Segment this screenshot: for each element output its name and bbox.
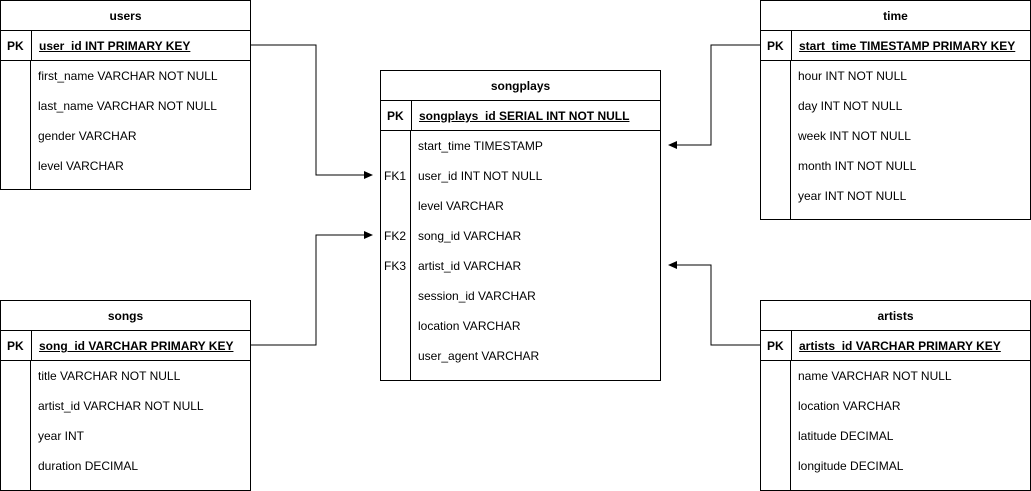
field-row: level VARCHAR <box>418 199 504 213</box>
pk-field: songplays_id SERIAL INT NOT NULL <box>411 101 660 130</box>
field-row: title VARCHAR NOT NULL <box>38 369 181 383</box>
pk-field: start_time TIMESTAMP PRIMARY KEY <box>791 31 1030 60</box>
field-row: year INT <box>38 429 85 443</box>
connector-users-songplays <box>251 45 372 175</box>
pk-field: artists_id VARCHAR PRIMARY KEY <box>791 331 1030 360</box>
entity-title: songplays <box>381 71 660 101</box>
entity-title: users <box>1 1 250 31</box>
field-row: day INT NOT NULL <box>798 99 903 113</box>
field-row: level VARCHAR <box>38 159 124 173</box>
entity-title: time <box>761 1 1030 31</box>
pk-label: PK <box>767 339 784 353</box>
field-row: location VARCHAR <box>798 399 901 413</box>
field-row: artist_id VARCHAR <box>418 259 522 273</box>
field-row: session_id VARCHAR <box>418 289 536 303</box>
connector-time-songplays <box>669 45 760 145</box>
fk-label: FK2 <box>384 229 407 243</box>
fk-label: FK3 <box>384 259 407 273</box>
field-row: month INT NOT NULL <box>798 159 917 173</box>
pk-label: PK <box>387 109 404 123</box>
field-row: user_agent VARCHAR <box>418 349 540 363</box>
field-row: first_name VARCHAR NOT NULL <box>38 69 218 83</box>
field-row: longitude DECIMAL <box>798 459 904 473</box>
pk-field: song_id VARCHAR PRIMARY KEY <box>31 331 250 360</box>
pk-label: PK <box>767 39 784 53</box>
field-row: user_id INT NOT NULL <box>418 169 543 183</box>
pk-field: user_id INT PRIMARY KEY <box>31 31 250 60</box>
field-row: last_name VARCHAR NOT NULL <box>38 99 217 113</box>
field-row: duration DECIMAL <box>38 459 139 473</box>
entity-title: artists <box>761 301 1030 331</box>
pk-label: PK <box>7 39 24 53</box>
field-row: gender VARCHAR <box>38 129 137 143</box>
connector-artists-songplays <box>669 265 760 345</box>
entity-title: songs <box>1 301 250 331</box>
field-row: start_time TIMESTAMP <box>418 139 543 153</box>
field-row: song_id VARCHAR <box>418 229 522 243</box>
field-row: hour INT NOT NULL <box>798 69 907 83</box>
field-row: latitude DECIMAL <box>798 429 894 443</box>
pk-label: PK <box>7 339 24 353</box>
field-row: location VARCHAR <box>418 319 521 333</box>
field-row: year INT NOT NULL <box>798 189 907 203</box>
field-row: artist_id VARCHAR NOT NULL <box>38 399 204 413</box>
field-row: week INT NOT NULL <box>798 129 911 143</box>
fk-label: FK1 <box>384 169 407 183</box>
field-row: name VARCHAR NOT NULL <box>798 369 952 383</box>
connector-songs-songplays <box>251 235 372 345</box>
